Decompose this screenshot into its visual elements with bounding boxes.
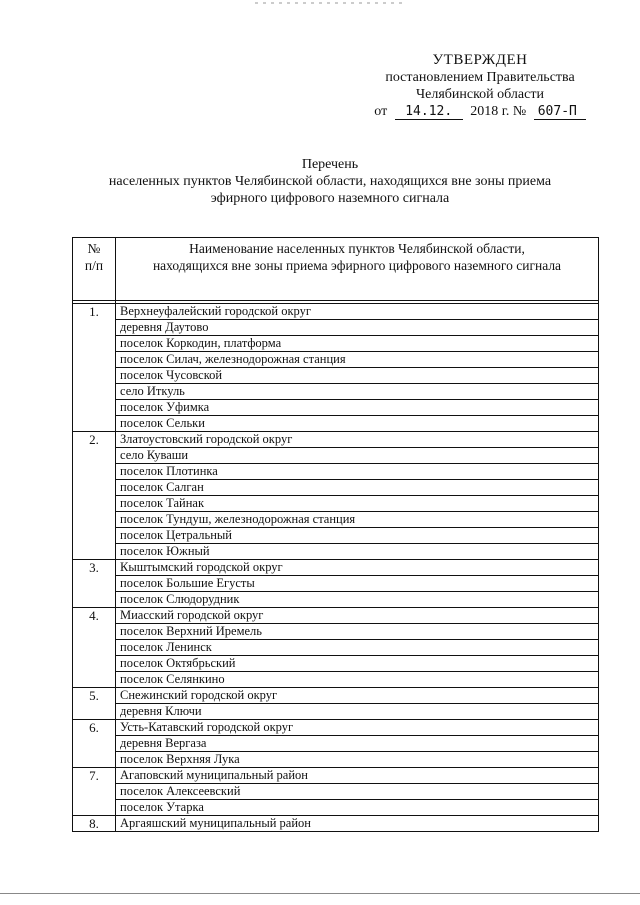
settlement-name: поселок Тундуш, железнодорожная станция bbox=[116, 512, 599, 528]
district-name: Усть-Катавский городской округ bbox=[116, 720, 599, 736]
settlement-name: поселок Большие Егусты bbox=[116, 576, 599, 592]
col-num-header-line-1: № bbox=[87, 241, 101, 256]
settlement-name: поселок Тайнак bbox=[116, 496, 599, 512]
group-number: 7. bbox=[73, 768, 116, 816]
table-row bbox=[73, 400, 599, 416]
table-row bbox=[73, 560, 599, 576]
approval-date: 14.12. bbox=[395, 104, 463, 120]
settlement-name: поселок Ленинск bbox=[116, 640, 599, 656]
table-header-row bbox=[73, 238, 599, 301]
table-row bbox=[73, 544, 599, 560]
settlement-name: поселок Салган bbox=[116, 480, 599, 496]
settlement-name: поселок Утарка bbox=[116, 800, 599, 816]
settlement-name: деревня Даутово bbox=[116, 320, 599, 336]
approval-number: 607-П bbox=[534, 104, 586, 120]
approval-line-2: Челябинской области bbox=[416, 87, 544, 102]
settlement-name: поселок Алексеевский bbox=[116, 784, 599, 800]
table-row bbox=[73, 528, 599, 544]
district-name: Снежинский городской округ bbox=[116, 688, 599, 704]
page-bottom-edge bbox=[0, 893, 640, 894]
col-name-header-line-2: находящихся вне зоны приема эфирного цифрового наземного сигнала bbox=[152, 258, 562, 273]
settlement-name: поселок Силач, железнодорожная станция bbox=[116, 352, 599, 368]
settlement-name: поселок Коркодин, платформа bbox=[116, 336, 599, 352]
year-label: 2018 г. № bbox=[470, 104, 527, 119]
settlement-name: поселок Южный bbox=[116, 544, 599, 560]
title-line-2: населенных пунктов Челябинской области, находящихся вне зоны приема bbox=[108, 174, 552, 189]
table-row bbox=[73, 368, 599, 384]
approval-heading: УТВЕРЖДЕН bbox=[432, 52, 528, 68]
table-row bbox=[73, 448, 599, 464]
approval-date-line bbox=[360, 103, 600, 120]
table-row bbox=[73, 624, 599, 640]
district-name: Агаповский муниципальный район bbox=[116, 768, 599, 784]
table-row bbox=[73, 784, 599, 800]
table-row bbox=[73, 640, 599, 656]
settlement-name: поселок Верхняя Лука bbox=[116, 752, 599, 768]
table-row bbox=[73, 352, 599, 368]
table-row bbox=[73, 336, 599, 352]
title-line-1: Перечень bbox=[301, 157, 359, 172]
settlement-name: поселок Сельки bbox=[116, 416, 599, 432]
table-row bbox=[73, 720, 599, 736]
settlement-name: село Куваши bbox=[116, 448, 599, 464]
group-number: 3. bbox=[73, 560, 116, 608]
table-row bbox=[73, 432, 599, 448]
table-row bbox=[73, 592, 599, 608]
district-name: Аргаяшский муниципальный район bbox=[116, 816, 599, 832]
col-name-header-line-1: Наименование населенных пунктов Челябинской области, bbox=[189, 241, 525, 256]
title-line-3: эфирного цифрового наземного сигнала bbox=[210, 191, 450, 206]
table-row bbox=[73, 688, 599, 704]
settlement-name: поселок Слюдорудник bbox=[116, 592, 599, 608]
from-label: от bbox=[374, 104, 388, 119]
table-row bbox=[73, 576, 599, 592]
table-row bbox=[73, 608, 599, 624]
scan-artifact bbox=[255, 2, 405, 4]
district-name: Кыштымский городской округ bbox=[116, 560, 599, 576]
settlement-name: поселок Плотинка bbox=[116, 464, 599, 480]
group-number: 5. bbox=[73, 688, 116, 720]
table-body bbox=[73, 301, 599, 832]
col-num-header-line-2: п/п bbox=[84, 258, 104, 273]
table-row bbox=[73, 768, 599, 784]
table-row bbox=[73, 512, 599, 528]
table-row bbox=[73, 496, 599, 512]
group-number: 8. bbox=[73, 816, 116, 832]
table-row bbox=[73, 464, 599, 480]
table-row bbox=[73, 416, 599, 432]
document-title bbox=[60, 156, 600, 207]
table-row bbox=[73, 320, 599, 336]
table-row bbox=[73, 704, 599, 720]
settlement-name: поселок Верхний Иремель bbox=[116, 624, 599, 640]
table-row bbox=[73, 800, 599, 816]
col-num-header bbox=[73, 238, 116, 301]
group-number: 2. bbox=[73, 432, 116, 560]
table-row bbox=[73, 816, 599, 832]
settlements-table bbox=[72, 237, 599, 832]
settlement-name: поселок Чусовской bbox=[116, 368, 599, 384]
col-name-header bbox=[116, 238, 599, 301]
group-number: 4. bbox=[73, 608, 116, 688]
group-number: 1. bbox=[73, 304, 116, 432]
table-row bbox=[73, 656, 599, 672]
district-name: Златоустовский городской округ bbox=[116, 432, 599, 448]
district-name: Миасский городской округ bbox=[116, 608, 599, 624]
settlement-name: поселок Октябрьский bbox=[116, 656, 599, 672]
table-row bbox=[73, 480, 599, 496]
table-row bbox=[73, 752, 599, 768]
settlement-name: поселок Уфимка bbox=[116, 400, 599, 416]
table-row bbox=[73, 672, 599, 688]
table-row bbox=[73, 304, 599, 320]
approval-stamp bbox=[360, 52, 600, 120]
district-name: Верхнеуфалейский городской округ bbox=[116, 304, 599, 320]
settlement-name: деревня Вергаза bbox=[116, 736, 599, 752]
table-row bbox=[73, 736, 599, 752]
settlement-name: поселок Цетральный bbox=[116, 528, 599, 544]
table-row bbox=[73, 384, 599, 400]
settlement-name: поселок Селянкино bbox=[116, 672, 599, 688]
group-number: 6. bbox=[73, 720, 116, 768]
settlement-name: село Иткуль bbox=[116, 384, 599, 400]
approval-line-1: постановлением Правительства bbox=[385, 70, 575, 85]
settlement-name: деревня Ключи bbox=[116, 704, 599, 720]
